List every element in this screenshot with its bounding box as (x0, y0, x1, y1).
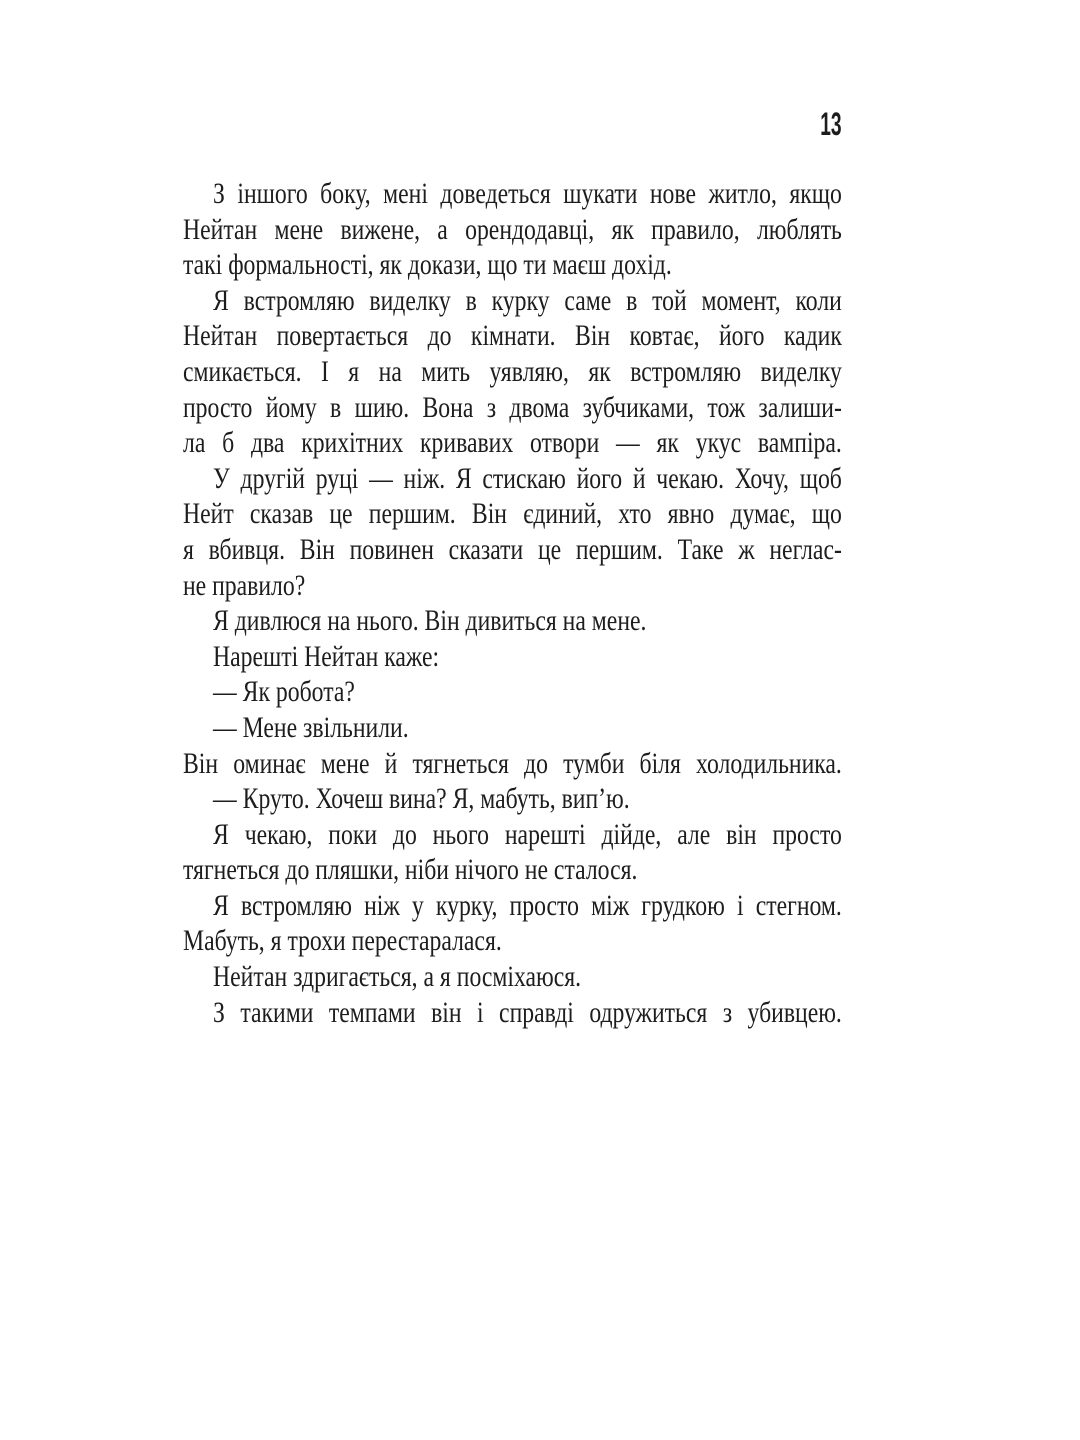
text-line: тягнеться до пляшки, ніби нічого не сталося. (183, 853, 638, 887)
text-line: — Мене звільнили. (213, 710, 409, 744)
text-line: З іншого боку, мені доведеться шукати нове житло, якщо (213, 177, 842, 210)
text-line: — Як робота? (213, 675, 355, 709)
text-line: Мабуть, я трохи перестаралася. (183, 924, 502, 958)
text-line: Він оминає мене й тягнеться до тумби біля холодильника. (183, 746, 842, 780)
text-line: не правило? (183, 568, 306, 602)
text-line: Я чекаю, поки до нього нарешті дійде, але він просто (213, 817, 842, 851)
page-number-value: 13 (820, 106, 842, 142)
text-line: У другій руці — ніж. Я стискаю його й чекаю. Хочу, щоб (213, 461, 842, 495)
page-number (183, 106, 842, 142)
text-line: Я встромляю виделку в курку саме в той момент, коли (213, 283, 842, 317)
text-line: З такими темпами він і справді одружиться з убивцею. (213, 995, 842, 1029)
text-line: — Круто. Хочеш вина? Я, мабуть, вип’ю. (213, 782, 630, 816)
text-line: такі формальності, як докази, що ти маєш дохід. (183, 248, 672, 282)
text-line: Нарешті Нейтан каже: (213, 639, 440, 673)
text-line: Нейтан повертається до кімнати. Він ковтає, його кадик (183, 319, 842, 353)
text-line: Нейтан здригається, а я посміхаюся. (213, 960, 582, 994)
text-line: Я встромляю ніж у курку, просто між грудкою і стегном. (213, 888, 842, 922)
text-line: я вбивця. Він повинен сказати це першим. Таке ж неглас- (183, 532, 842, 566)
text-line: Я дивлюся на нього. Він дивиться на мене. (213, 604, 647, 638)
text-line: смикається. І я на мить уявляю, як встромляю виделку (183, 354, 842, 388)
body-text-block (183, 176, 842, 1030)
text-line: Нейтан мене вижене, а орендодавці, як правило, люблять (183, 212, 842, 246)
text-line: ла б два крихітних кривавих отвори — як укус вампіра. (183, 426, 842, 460)
text-line: просто йому в шию. Вона з двома зубчиками, тож залиши- (183, 390, 842, 424)
text-line: Нейт сказав це першим. Він єдиний, хто явно думає, що (183, 497, 842, 531)
